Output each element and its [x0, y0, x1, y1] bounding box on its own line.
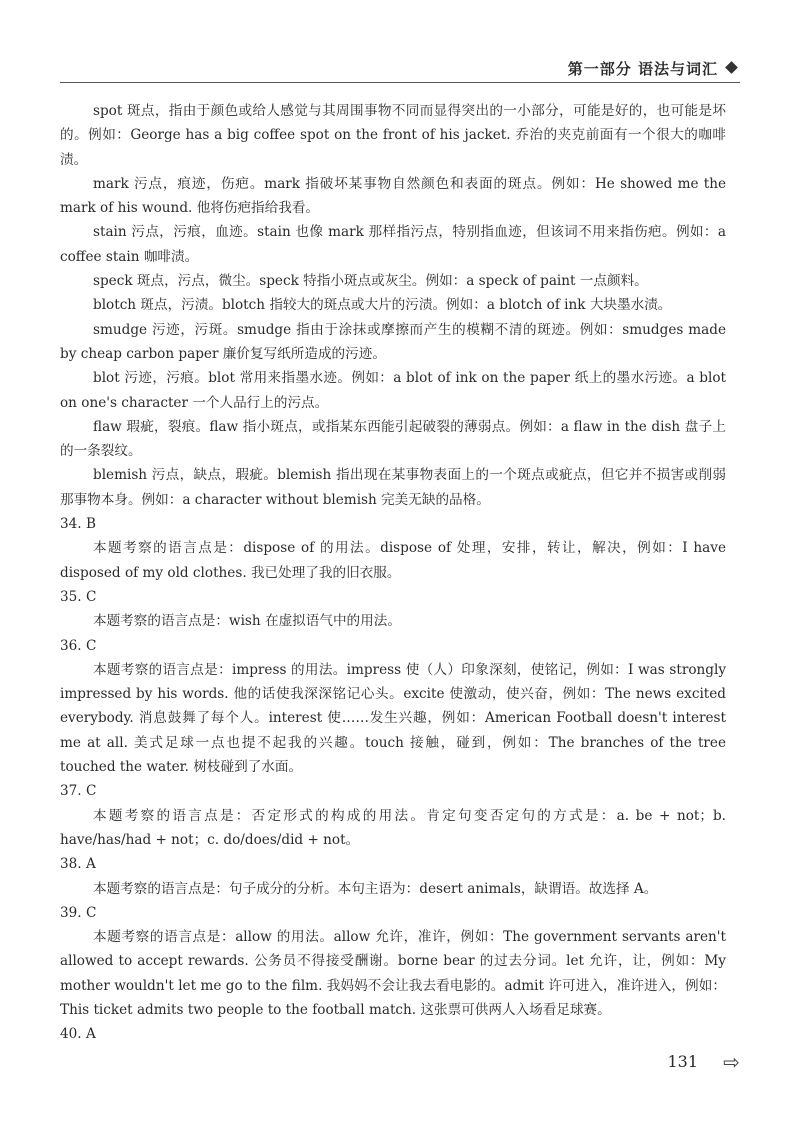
- header-divider: [60, 82, 740, 83]
- explanation-paragraph: 本题考察的语言点是：否定形式的构成的用法。肯定句变否定句的方式是：a. be + not；b. have/has/had + not；c. do/does/did + not。: [60, 807, 726, 848]
- explanation-paragraph: 本题考察的语言点是：dispose of 的用法。dispose of 处理，安排，转让，解决，例如：I have disposed of my old clothes. 我已处理了我的旧衣服。: [60, 540, 726, 581]
- explanation-paragraph: blotch 斑点，污渍。blotch 指较大的斑点或大片的污渍。例如：a blotch of ink 大块墨水渍。: [93, 297, 672, 314]
- answer-label: 34. B: [60, 516, 96, 533]
- page-header: [60, 48, 740, 84]
- explanation-paragraph: 本题考察的语言点是：句子成分的分析。本句主语为：desert animals，缺谓语。故选择 A。: [93, 880, 658, 897]
- explanation-paragraph: 本题考察的语言点是：impress 的用法。impress 使（人）印象深刻，使铭记，例如：I was strongly impressed by his words. 他的话使我深深铭记心头。excite 使激动，使兴奋，例如：The news excited everybody. 消息鼓舞了每个人。interest 使……发生兴趣，例如：American Football doesn't interest me at all. 美式足球一点也提不起我的兴趣。touch 接触，碰到，例如：The branches of the tree touched the water. 树枝碰到了水面。: [60, 661, 726, 776]
- page-number: 131: [667, 1052, 698, 1071]
- explanation-paragraph: spot 斑点，指由于颜色或给人感觉与其周围事物不同而显得突出的一小部分，可能是好的，也可能是坏的。例如：George has a big coffee spot on the front of his jacket. 乔治的夹克前面有一个很大的咖啡渍。: [60, 103, 726, 168]
- answer-label: 38. A: [60, 856, 96, 873]
- answer-label: 37. C: [60, 783, 97, 800]
- explanation-paragraph: blemish 污点，缺点，瑕疵。blemish 指出现在某事物表面上的一个斑点或疵点，但它并不损害或削弱那事物本身。例如：a character without blemish 完美无缺的品格。: [60, 467, 726, 508]
- next-page-arrow-icon: ⇨: [723, 1050, 740, 1074]
- explanation-paragraph: 本题考察的语言点是：wish 在虚拟语气中的用法。: [93, 613, 401, 630]
- page-body: [60, 99, 726, 1047]
- answer-label: 36. C: [60, 637, 97, 654]
- explanation-paragraph: 本题考察的语言点是：allow 的用法。allow 允许，准许，例如：The government servants aren't allowed to accept rewards. 公务员不得接受酬谢。borne bear 的过去分词。let 允许，让，例如：My mother wouldn't let me go to the film. 我妈妈不会让我去看电影的。admit 许可进入，准许进入，例如：This ticket admits two people to the football match. 这张票可供两人入场看足球赛。: [60, 929, 726, 1018]
- explanation-paragraph: flaw 瑕疵，裂痕。flaw 指小斑点，或指某东西能引起破裂的薄弱点。例如：a flaw in the dish 盘子上的一条裂纹。: [60, 418, 726, 460]
- explanation-paragraph: mark 污点，痕迹，伤疤。mark 指破坏某事物自然颜色和表面的斑点。例如：He showed me the mark of his wound. 他将伤疤指给我看。: [60, 175, 726, 217]
- diamond-icon: [725, 61, 738, 74]
- explanation-paragraph: smudge 污迹，污斑。smudge 指由于涂抹或摩擦而产生的模糊不清的斑迹。例如：smudges made by cheap carbon paper 廉价复写纸所造成的污迹。: [60, 321, 726, 362]
- answer-label: 40. A: [60, 1026, 96, 1043]
- explanation-paragraph: speck 斑点，污点，微尘。speck 特指小斑点或灰尘。例如：a speck of paint 一点颜料。: [93, 273, 648, 290]
- section-title: 第一部分 语法与词汇: [567, 60, 718, 78]
- answer-label: 39. C: [60, 904, 97, 921]
- answer-label: 35. C: [60, 588, 97, 605]
- explanation-paragraph: blot 污迹，污痕。blot 常用来指墨水迹。例如：a blot of ink on the paper 纸上的墨水污迹。a blot on one's character 一个人品行上的污点。: [60, 370, 726, 411]
- explanation-paragraph: stain 污点，污痕，血迹。stain 也像 mark 那样指污点，特别指血迹，但该词不用来指伤疤。例如：a coffee stain 咖啡渍。: [60, 224, 726, 265]
- page-footer: [60, 1052, 740, 1078]
